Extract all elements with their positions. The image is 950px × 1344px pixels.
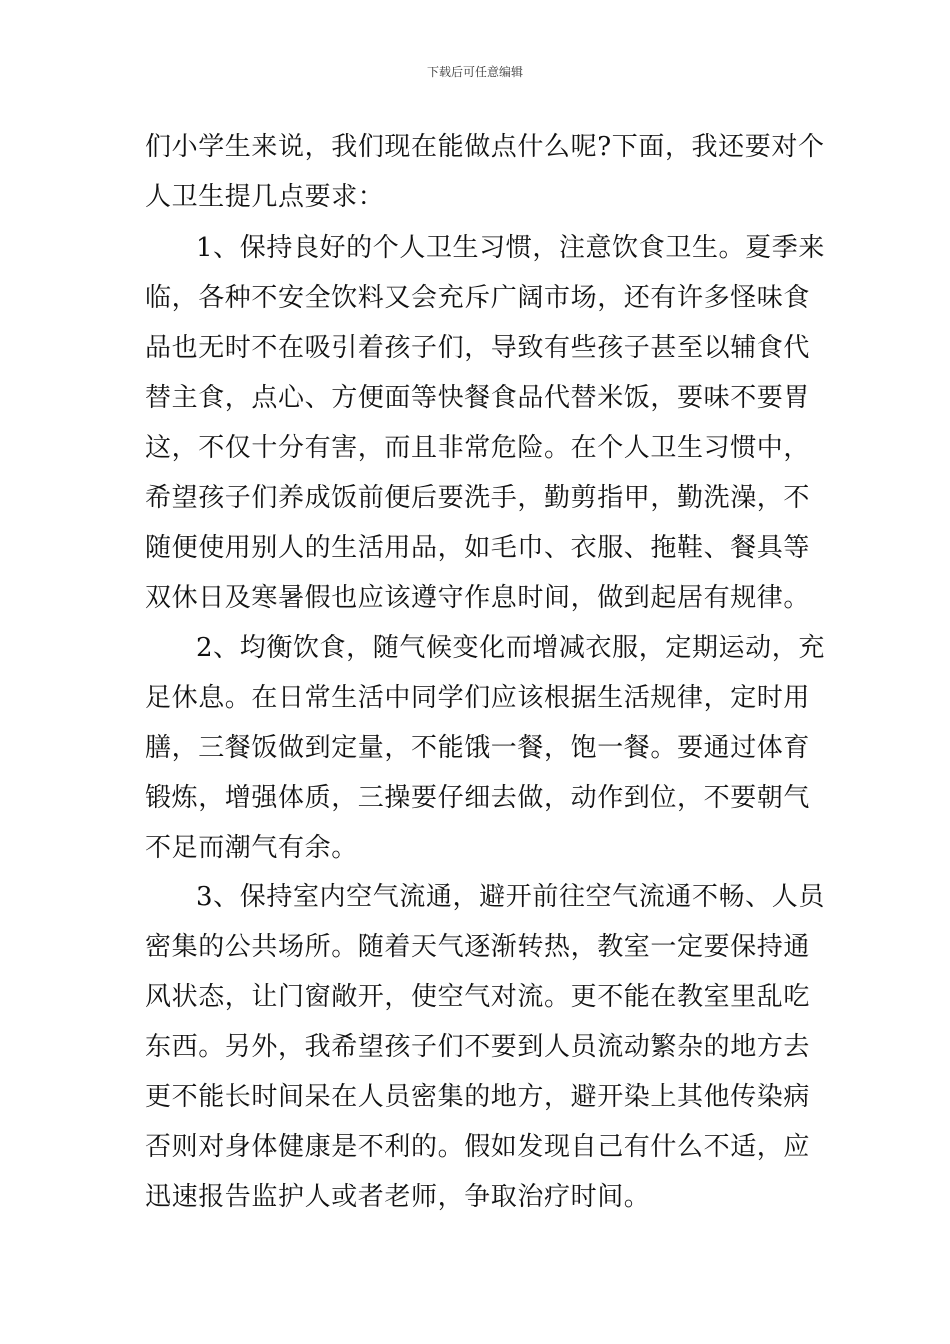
- text-line: 锻炼，增强体质，三操要仔细去做，动作到位，不要朝气: [145, 783, 811, 813]
- text-line: 们小学生来说，我们现在能做点什么呢?下面，我还要对个: [145, 132, 825, 162]
- page-header: 下载后可任意编辑: [426, 65, 523, 79]
- text-line: 足休息。在日常生活中同学们应该根据生活规律，定时用: [145, 683, 811, 713]
- text-line: 双休日及寒暑假也应该遵守作息时间，做到起居有规律。: [145, 583, 811, 613]
- text-line: 否则对身体健康是不利的。假如发现自己有什么不适，应: [145, 1132, 811, 1162]
- text-line: 风状态，让门窗敞开，使空气对流。更不能在教室里乱吃: [145, 982, 811, 1012]
- text-line: 随便使用别人的生活用品，如毛巾、衣服、拖鞋、餐具等: [145, 533, 811, 563]
- text-line: 临，各种不安全饮料又会充斥广阔市场，还有许多怪味食: [145, 283, 811, 313]
- paragraph-2-start: 2、均衡饮食，随气候变化而增减衣服，定期运动，充: [196, 633, 825, 663]
- text-line: 膳，三餐饭做到定量，不能饿一餐，饱一餐。要通过体育: [145, 733, 811, 763]
- text-line: 替主食，点心、方便面等快餐食品代替米饭，要味不要胃: [145, 383, 811, 413]
- paragraph-1-start: 1、保持良好的个人卫生习惯，注意饮食卫生。夏季来: [196, 233, 825, 263]
- text-line: 更不能长时间呆在人员密集的地方，避开染上其他传染病: [145, 1082, 811, 1112]
- text-line: 人卫生提几点要求：: [145, 182, 385, 212]
- text-line: 东西。另外，我希望孩子们不要到人员流动繁杂的地方去: [145, 1032, 811, 1062]
- paragraph-3-start: 3、保持室内空气流通，避开前往空气流通不畅、人员: [196, 882, 825, 912]
- text-line: 希望孩子们养成饭前便后要洗手，勤剪指甲，勤洗澡，不: [145, 483, 811, 513]
- text-line: 这，不仅十分有害，而且非常危险。在个人卫生习惯中，: [145, 433, 811, 463]
- text-line: 品也无时不在吸引着孩子们，导致有些孩子甚至以辅食代: [145, 333, 811, 363]
- text-line: 密集的公共场所。随着天气逐渐转热，教室一定要保持通: [145, 932, 811, 962]
- text-line: 不足而潮气有余。: [145, 833, 358, 863]
- text-line: 迅速报告监护人或者老师，争取治疗时间。: [145, 1182, 651, 1212]
